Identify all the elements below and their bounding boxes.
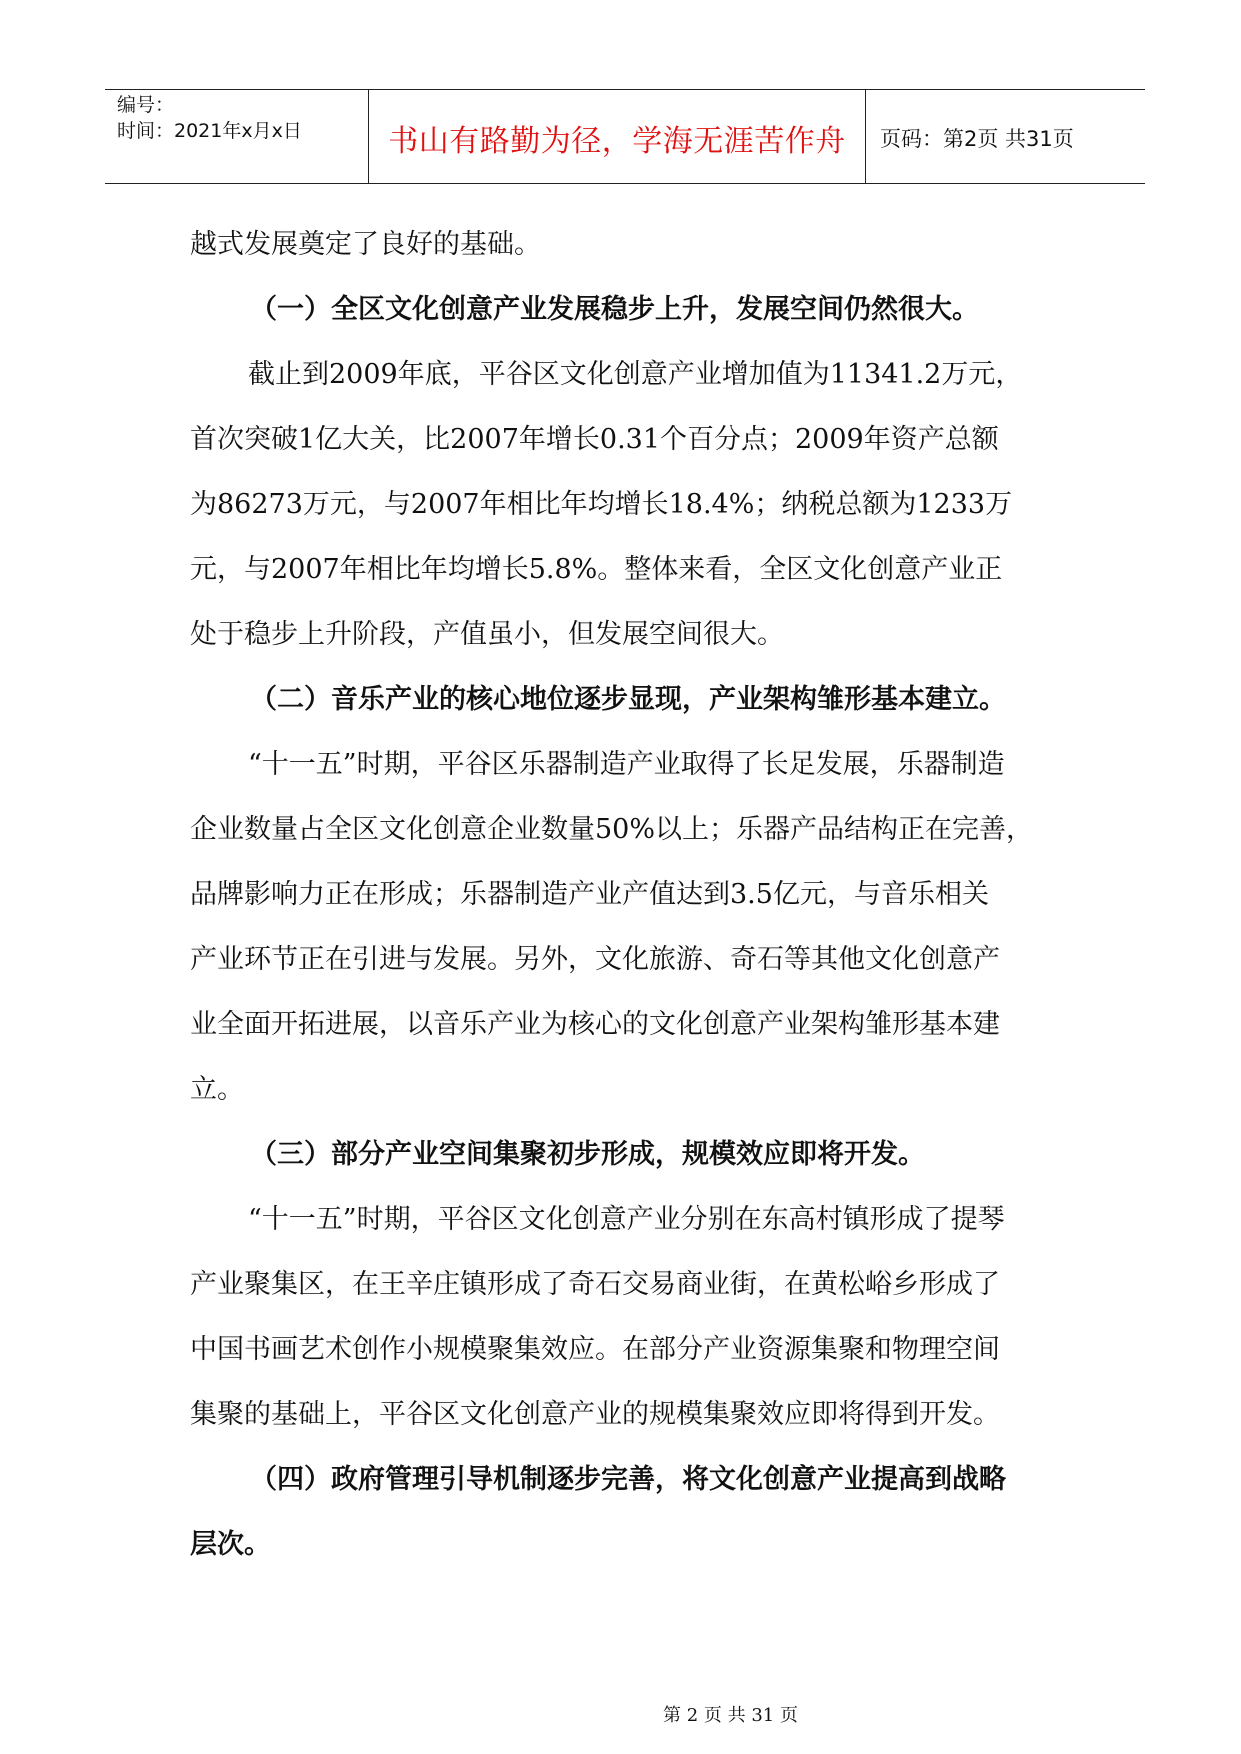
paragraph-line: 中国书画艺术创作小规模聚集效应。在部分产业资源集聚和物理空间	[190, 1334, 1000, 1365]
section-heading-1: （一）全区文化创意产业发展稳步上升，发展空间仍然很大。	[250, 294, 979, 325]
paragraph-line: 越式发展奠定了良好的基础。	[190, 229, 541, 260]
paragraph-line: 企业数量占全区文化创意企业数量50%以上；乐器产品结构正在完善，	[190, 814, 1034, 845]
paragraph-line: 首次突破1亿大关，比2007年增长0.31个百分点；2009年资产总额	[190, 424, 999, 455]
page-code: 页码：第2页 共31页	[880, 127, 1074, 151]
paragraph-line: 处于稳步上升阶段，产值虽小，但发展空间很大。	[190, 619, 784, 650]
paragraph-line: “十一五”时期，平谷区文化创意产业分别在东高村镇形成了提琴	[248, 1204, 1005, 1235]
paragraph-line: 为86273万元，与2007年相比年均增长18.4%；纳税总额为1233万	[190, 489, 1013, 520]
section-heading-4: （四）政府管理引导机制逐步完善，将文化创意产业提高到战略	[250, 1464, 1006, 1495]
paragraph-line: 品牌影响力正在形成；乐器制造产业产值达到3.5亿元，与音乐相关	[190, 879, 989, 910]
header-page-cell	[866, 90, 1145, 183]
paragraph-line: 产业环节正在引进与发展。另外，文化旅游、奇石等其他文化创意产	[190, 944, 1000, 975]
page-header	[105, 89, 1145, 184]
motto-text: 书山有路勤为径，学海无涯苦作舟	[388, 124, 846, 159]
section-heading-2: （二）音乐产业的核心地位逐步显现，产业架构雏形基本建立。	[250, 684, 1006, 715]
paragraph-line: 集聚的基础上，平谷区文化创意产业的规模集聚效应即将得到开发。	[190, 1399, 1000, 1430]
page-footer: 第 2 页 共 31 页	[663, 1705, 798, 1726]
paragraph-line: 元，与2007年相比年均增长5.8%。整体来看，全区文化创意产业正	[190, 554, 1003, 585]
section-heading-4-cont: 层次。	[190, 1529, 271, 1560]
paragraph-line: 业全面开拓进展，以音乐产业为核心的文化创意产业架构雏形基本建	[190, 1009, 1000, 1040]
number-label: 编号：	[117, 94, 175, 116]
paragraph-line: 立。	[190, 1074, 244, 1105]
time-label: 时间：2021年x月x日	[117, 120, 302, 142]
header-info-cell	[105, 90, 369, 183]
header-motto-cell	[369, 90, 866, 183]
paragraph-line: 截止到2009年底，平谷区文化创意产业增加值为11341.2万元，	[248, 359, 1023, 390]
section-heading-3: （三）部分产业空间集聚初步形成，规模效应即将开发。	[250, 1139, 925, 1170]
paragraph-line: 产业聚集区，在王辛庄镇形成了奇石交易商业街，在黄松峪乡形成了	[190, 1269, 1000, 1300]
document-body	[190, 212, 1058, 1577]
paragraph-line: “十一五”时期，平谷区乐器制造产业取得了长足发展，乐器制造	[248, 749, 1005, 780]
